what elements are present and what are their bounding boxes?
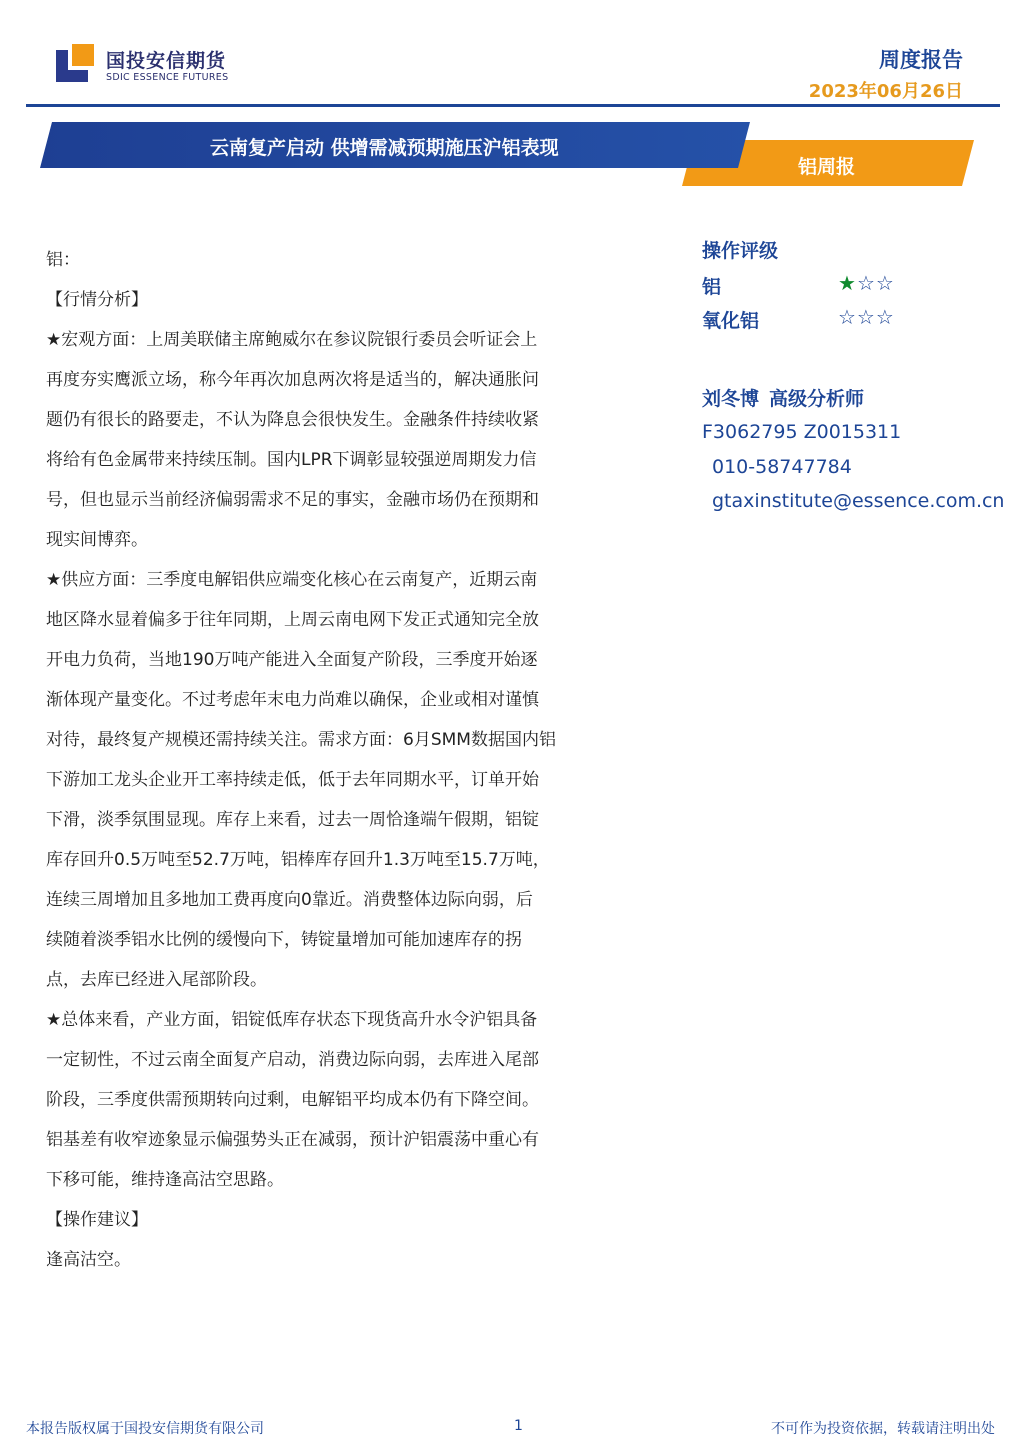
rating-name-alumina: 氧化铝 — [702, 310, 760, 332]
analyst-email[interactable]: gtaxinstitute@essence.com.cn — [712, 490, 1005, 512]
report-date: 2023年06月26日 — [808, 81, 963, 102]
report-category-tag: 铝周报 — [798, 156, 856, 178]
body-line: ★总体来看，产业方面，铝锭低库存状态下现货高升水令沪铝具备 — [46, 1010, 538, 1030]
body-line: 铝： — [46, 250, 80, 270]
rating-stars-alumina — [838, 305, 895, 329]
body-line: 现实间博弈。 — [46, 530, 148, 550]
report-type: 周度报告 — [879, 48, 963, 72]
star-filled-icon: ★ — [838, 271, 857, 295]
body-line: 续随着淡季铝水比例的缓慢向下，铸锭量增加可能加速库存的拐 — [46, 930, 522, 950]
logo-company-name-en: SDIC ESSENCE FUTURES — [106, 72, 229, 83]
body-line: 库存回升0.5万吨至52.7万吨，铝棒库存回升1.3万吨至15.7万吨， — [46, 850, 550, 870]
page-number: 1 — [514, 1418, 523, 1434]
body-line: 题仍有很长的路要走，不认为降息会很快发生。金融条件持续收紧 — [46, 410, 539, 430]
body-line: 一定韧性，不过云南全面复产启动，消费边际向弱，去库进入尾部 — [46, 1050, 539, 1070]
body-line: 下滑，淡季氛围显现。库存上来看，过去一周恰逢端午假期，铝锭 — [46, 810, 539, 830]
body-line: 再度夯实鹰派立场，称今年再次加息两次将是适当的，解决通胀问 — [46, 370, 539, 390]
report-body — [46, 240, 632, 1280]
body-line: 将给有色金属带来持续压制。国内LPR下调彰显较强逆周期发力信 — [46, 450, 537, 470]
star-empty-icon: ☆☆☆ — [838, 305, 895, 329]
body-line: 渐体现产量变化。不过考虑年末电力尚难以确保，企业或相对谨慎 — [46, 690, 539, 710]
body-line: 地区降水显着偏多于往年同期，上周云南电网下发正式通知完全放 — [46, 610, 539, 630]
body-line: 逢高沽空。 — [46, 1250, 131, 1270]
report-title: 云南复产启动 供增需减预期施压沪铝表现 — [210, 137, 559, 159]
body-line: 对待，最终复产规模还需持续关注。需求方面：6月SMM数据国内铝 — [46, 730, 556, 750]
body-line: 号，但也显示当前经济偏弱需求不足的事实，金融市场仍在预期和 — [46, 490, 539, 510]
footer-copyright: 本报告版权属于国投安信期货有限公司 — [26, 1421, 264, 1437]
rating-name-aluminum: 铝 — [702, 276, 722, 298]
body-line: 铝基差有收窄迹象显示偏强势头正在减弱，预计沪铝震荡中重心有 — [46, 1130, 539, 1150]
body-line: ★宏观方面：上周美联储主席鲍威尔在参议院银行委员会听证会上 — [46, 330, 538, 350]
body-line: 连续三周增加且多地加工费再度向0靠近。消费整体边际向弱，后 — [46, 890, 533, 910]
section-heading-market: 【行情分析】 — [46, 290, 148, 310]
rating-stars-aluminum — [838, 271, 895, 295]
company-logo-icon — [54, 42, 96, 84]
body-line: 下移可能，维持逢高沽空思路。 — [46, 1170, 284, 1190]
logo-company-name: 国投安信期货 — [106, 50, 227, 72]
body-line: ★供应方面：三季度电解铝供应端变化核心在云南复产，近期云南 — [46, 570, 538, 590]
analyst-name: 刘冬博 — [702, 388, 760, 410]
body-line: 阶段，三季度供需预期转向过剩，电解铝平均成本仍有下降空间。 — [46, 1090, 539, 1110]
analyst-phone: 010-58747784 — [712, 456, 852, 478]
footer-disclaimer: 不可作为投资依据，转载请注明出处 — [771, 1421, 995, 1437]
star-empty-icon: ☆☆ — [856, 271, 895, 295]
analyst-title: 高级分析师 — [769, 388, 865, 410]
body-line: 下游加工龙头企业开工率持续走低，低于去年同期水平，订单开始 — [46, 770, 539, 790]
analyst-license: F3062795 Z0015311 — [702, 421, 902, 443]
header-divider — [26, 104, 1000, 107]
body-line: 开电力负荷，当地190万吨产能进入全面复产阶段，三季度开始逐 — [46, 650, 538, 670]
body-line: 点，去库已经进入尾部阶段。 — [46, 970, 267, 990]
section-heading-advice: 【操作建议】 — [46, 1210, 148, 1230]
rating-title: 操作评级 — [702, 240, 779, 262]
analyst-info — [702, 384, 864, 411]
